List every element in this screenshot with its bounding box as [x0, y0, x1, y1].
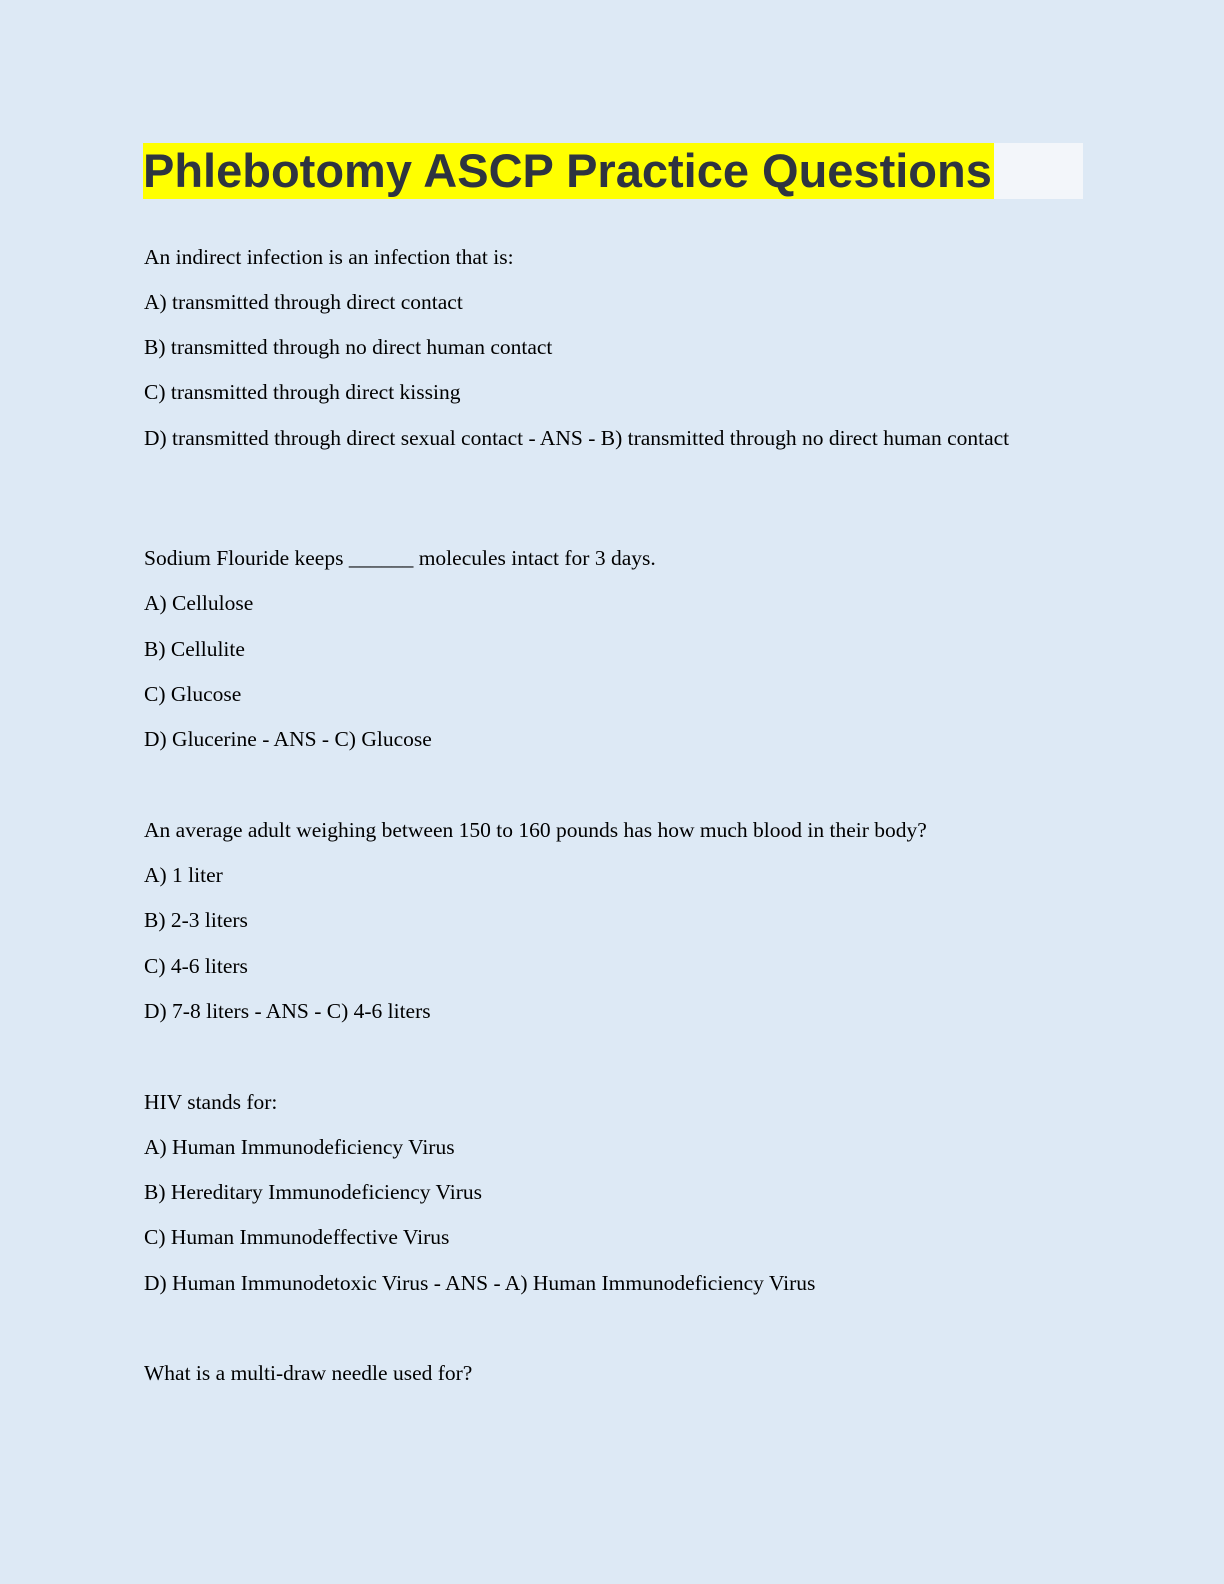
answer-option: A) transmitted through direct contact	[144, 290, 463, 314]
answer-option: B) transmitted through no direct human contact	[144, 335, 553, 359]
answer-option-with-answer: D) 7-8 liters - ANS - C) 4-6 liters	[144, 999, 431, 1023]
answer-option-with-answer: D) Glucerine - ANS - C) Glucose	[144, 727, 432, 751]
answer-option: A) Cellulose	[144, 591, 254, 615]
document-title: Phlebotomy ASCP Practice Questions	[143, 144, 992, 197]
answer-option: A) Human Immunodeficiency Virus	[144, 1135, 455, 1159]
answer-option: C) Glucose	[144, 682, 242, 706]
answer-option: C) Human Immunodeffective Virus	[144, 1225, 450, 1249]
answer-option: C) transmitted through direct kissing	[144, 380, 461, 404]
answer-option: B) Hereditary Immunodeficiency Virus	[144, 1180, 483, 1204]
answer-option: B) Cellulite	[144, 637, 245, 661]
answer-option-with-answer: D) Human Immunodetoxic Virus - ANS - A) Human Immunodeficiency Virus	[144, 1271, 816, 1295]
question-prompt: HIV stands for:	[144, 1090, 278, 1114]
question-prompt: An indirect infection is an infection that is:	[144, 245, 514, 269]
answer-option: C) 4-6 liters	[144, 954, 248, 978]
answer-option-with-answer: D) transmitted through direct sexual contact - ANS - B) transmitted through no direct human contact	[144, 426, 1010, 450]
question-prompt: An average adult weighing between 150 to 160 pounds has how much blood in their body?	[144, 818, 927, 842]
question-prompt: Sodium Flouride keeps ______ molecules intact for 3 days.	[144, 546, 656, 570]
question-prompt: What is a multi-draw needle used for?	[144, 1361, 473, 1385]
answer-option: B) 2-3 liters	[144, 908, 248, 932]
answer-option: A) 1 liter	[144, 863, 223, 887]
